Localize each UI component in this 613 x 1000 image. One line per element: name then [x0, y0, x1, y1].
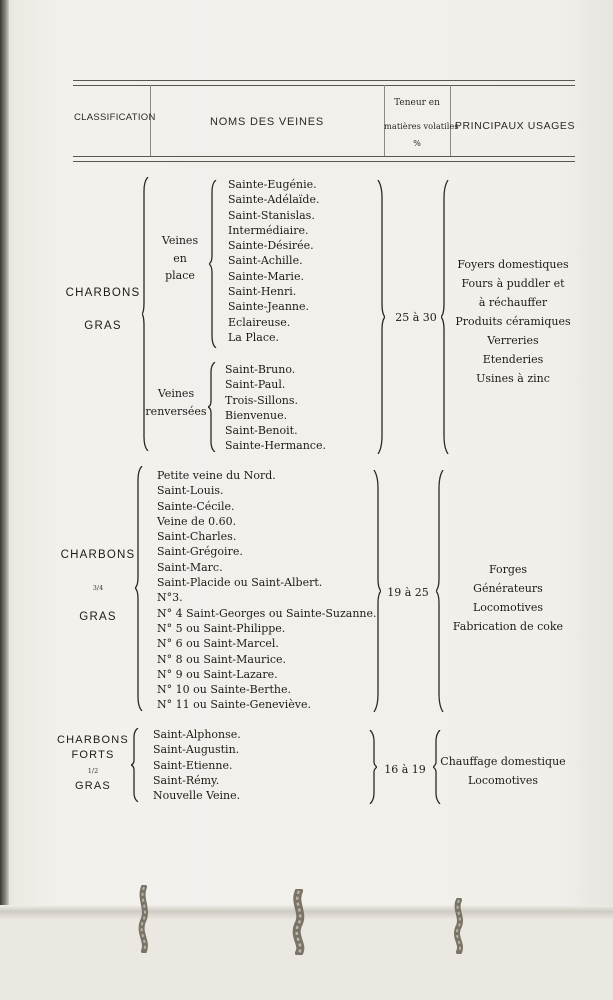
vein-item: Saint-Grégoire.	[157, 545, 243, 559]
group1-sub1-vein-list	[228, 177, 319, 345]
header-top-rule	[73, 80, 575, 81]
usage-item: Fours à puddler et	[461, 277, 565, 290]
vein-item: Saint-Placide ou Saint-Albert.	[157, 576, 323, 590]
vein-item: Saint-Charles.	[157, 530, 237, 544]
group2-vein-list	[157, 468, 377, 713]
usage-item: Produits céramiques	[455, 315, 571, 328]
group1-class-line1: CHARBONS	[65, 287, 141, 299]
vein-item: Bienvenue.	[225, 408, 288, 422]
vein-item: N° 10 ou Sainte-Berthe.	[157, 683, 292, 697]
group1-sub1-brace	[209, 180, 217, 348]
vein-item: Eclaireuse.	[228, 315, 291, 329]
group1-sub2-vein-list	[225, 362, 326, 454]
group2-class-line2: GRAS	[79, 611, 117, 623]
vein-item: N°3.	[157, 591, 183, 605]
vein-item: Saint-Paul.	[225, 378, 286, 392]
group1-class-line2: GRAS	[84, 320, 122, 332]
vein-item: Sainte-Cécile.	[157, 499, 235, 513]
vein-item: Saint-Rémy.	[153, 773, 220, 787]
vein-item: N° 6 ou Saint-Marcel.	[157, 637, 279, 651]
vein-item: Intermédiaire.	[228, 223, 309, 237]
vein-item: Saint-Augustin.	[153, 743, 240, 757]
group1-sub1-label-line1: Veines	[161, 234, 199, 247]
usage-item: Foyers domestiques	[457, 258, 569, 271]
group3-class-line2: FORTS	[71, 749, 115, 761]
group1-sub1-label-line2: en	[173, 252, 187, 265]
usage-item: Générateurs	[473, 582, 543, 595]
usage-item: Etenderies	[482, 353, 544, 366]
vein-item: Saint-Stanislas.	[228, 208, 315, 222]
group1-sub1-label-line3: place	[165, 269, 195, 282]
group3-vein-list	[153, 727, 241, 803]
vein-item: N° 5 ou Saint-Philippe.	[157, 621, 286, 635]
vein-item: Saint-Louis.	[157, 484, 224, 498]
header-teneur-line3: %	[413, 139, 421, 148]
usage-item: Locomotives	[472, 601, 544, 614]
vein-item: Sainte-Désirée.	[228, 239, 314, 253]
header-teneur-line2: matières volatiles	[384, 121, 459, 131]
vein-item: N° 8 ou Saint-Maurice.	[157, 652, 287, 666]
group1-sub2-label-line2: renversées	[145, 405, 207, 418]
vein-item: Nouvelle Veine.	[153, 789, 241, 803]
header-bottom-rule-thin	[73, 161, 575, 162]
vein-item: La Place.	[228, 330, 280, 344]
group3-teneur: 16 à 19	[384, 763, 426, 776]
binding-string-2	[288, 889, 310, 955]
vein-item: Saint-Achille.	[228, 254, 303, 268]
vein-item: Saint-Henri.	[228, 285, 297, 299]
binding-string-3	[450, 898, 468, 954]
binding-string-1	[134, 885, 154, 953]
usage-item: Forges	[488, 563, 528, 576]
vein-item: Saint-Bruno.	[225, 363, 296, 376]
vein-item: Veine de 0.60.	[157, 514, 237, 528]
vein-item: Sainte-Adélaïde.	[228, 193, 320, 207]
vein-item: N° 9 ou Saint-Lazare.	[157, 667, 278, 681]
binding-spine	[0, 0, 9, 1000]
usage-item: Locomotives	[467, 774, 539, 787]
usage-item: à réchauffer	[478, 296, 548, 309]
vein-item: Saint-Alphonse.	[153, 728, 241, 741]
group1-teneur: 25 à 30	[395, 311, 437, 324]
group2-class-fraction: 3/4	[92, 584, 104, 592]
vein-item: Sainte-Hermance.	[225, 439, 326, 453]
vein-item: N° 11 ou Sainte-Geneviève.	[157, 698, 312, 712]
group3-class-fraction: 1/2	[87, 767, 99, 775]
usage-item: Chauffage domestique	[440, 755, 566, 768]
group1-usages-list	[450, 255, 576, 388]
vein-item: Sainte-Marie.	[228, 269, 304, 283]
group2-usages-list	[445, 560, 571, 636]
vein-item: Petite veine du Nord.	[157, 469, 276, 482]
vein-item: Sainte-Jeanne.	[228, 300, 309, 314]
vein-item: Saint-Marc.	[157, 560, 223, 574]
vein-item: Saint-Benoit.	[225, 424, 298, 438]
usage-item: Verreries	[487, 334, 539, 347]
usage-item: Fabrication de coke	[452, 620, 564, 633]
vein-item: Saint-Etienne.	[153, 758, 233, 772]
group2-teneur: 19 à 25	[387, 586, 429, 599]
vein-item: N° 4 Saint-Georges ou Sainte-Suzanne.	[157, 606, 377, 620]
group3-class-line1: CHARBONS	[57, 734, 129, 746]
group1-sub2-brace	[208, 362, 216, 452]
vein-item: Sainte-Eugénie.	[228, 178, 317, 191]
usage-item: Usines à zinc	[476, 372, 550, 385]
group3-class-line3: GRAS	[75, 780, 111, 792]
group2-class-line1: CHARBONS	[60, 549, 136, 561]
group1-teneur-brace-left	[377, 180, 385, 454]
header-teneur-line1: Teneur en	[394, 98, 440, 108]
vein-item: Trois-Sillons.	[225, 393, 299, 407]
header-top-rule-thin	[73, 85, 575, 86]
header-bottom-rule	[73, 156, 575, 157]
header-noms-des-veines: NOMS DES VEINES	[209, 116, 325, 128]
header-classification: CLASSIFICATION	[74, 112, 156, 123]
header-principaux-usages: PRINCIPAUX USAGES	[454, 120, 576, 132]
group3-usages-list	[440, 752, 566, 790]
group1-sub2-label-line1: Veines	[157, 387, 195, 400]
